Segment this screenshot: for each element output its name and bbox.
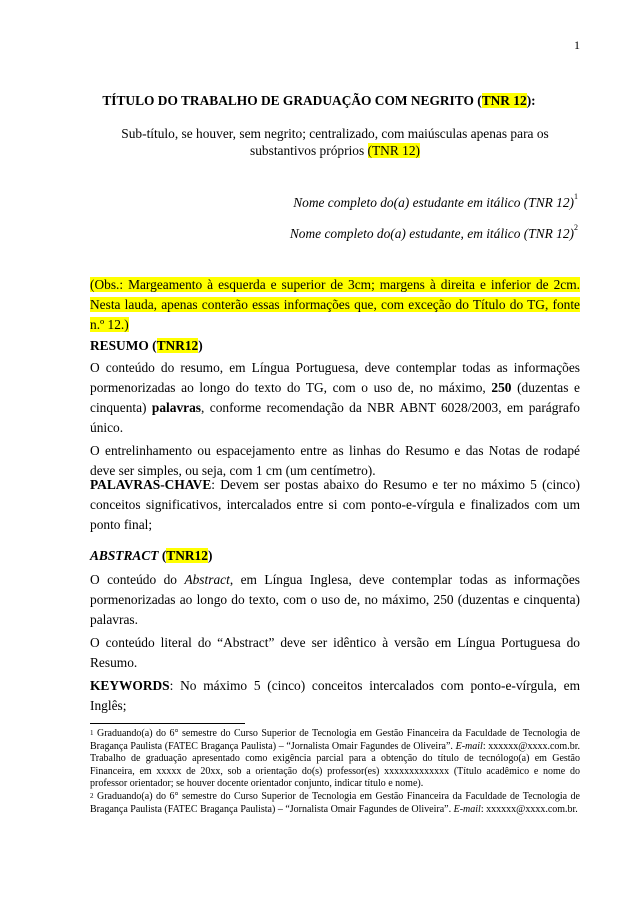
- footnote-1: [90, 728, 580, 791]
- author-1-note: 1: [574, 192, 578, 201]
- resumo-highlight: TNR12: [156, 338, 199, 353]
- abstract-paren-close: ): [207, 548, 213, 563]
- footnote-2-text-2: : xxxxxx@xxxx.com.br.: [480, 803, 578, 815]
- palavras-chave-label: PALAVRAS-CHAVE: [90, 477, 212, 492]
- footnote-1-email-label: E-mail: [455, 740, 483, 752]
- resumo-text-3: , conforme recomendação da NBR ABNT 6028/2003, em parágrafo único.: [90, 400, 580, 435]
- resumo-paren-open: (: [152, 338, 157, 353]
- footnote-2-email-label: E-mail: [453, 803, 481, 815]
- resumo-bold-1: 250: [491, 380, 512, 395]
- subtitle-text: Sub-título, se houver, sem negrito; centralizado, com maiúsculas apenas para os substantivos próprios: [121, 126, 549, 158]
- keywords-paragraph: [90, 676, 580, 716]
- abstract-highlight: TNR12: [166, 548, 208, 563]
- palavras-chave-paragraph: [90, 475, 580, 535]
- author-2: [289, 223, 578, 242]
- subtitle-highlight: (TNR 12): [367, 143, 420, 158]
- resumo-text-1: O conteúdo do resumo, em Língua Portuguesa, deve contemplar todas as informações pormenorizadas ao longo do texto do TG, com o uso de, no máximo,: [90, 360, 580, 395]
- resumo-heading-text: RESUMO: [90, 338, 153, 353]
- resumo-paren-close: ): [198, 338, 203, 353]
- footnote-divider: [90, 723, 245, 724]
- footnote-2-text-1: Graduando(a) do 6° semestre do Curso Superior de Tecnologia em Gestão Financeira da Faculdade de Tecnologia de Bragança Paulista (FATEC Bragança Paulista) – “Jornalista Omair Fagundes de Oliveira”.: [90, 790, 580, 815]
- resumo-bold-2: palavras: [151, 400, 202, 415]
- title-paren-close: ):: [526, 93, 536, 108]
- abstract-heading: [90, 546, 580, 566]
- obs-note: [90, 275, 580, 335]
- author-1: [293, 192, 578, 211]
- literal-paragraph: [90, 633, 580, 673]
- footnote-2: [90, 791, 580, 816]
- footnotes: [90, 728, 580, 816]
- footnote-1-text-2: : xxxxxx@xxxx.com.br. Trabalho de graduação apresentado como exigência parcial para a obtenção do título de tecnólogo(a) em Gestão Financeira, em xxxxx de 20xx, sob a orientação do(s) professor(es) xxxxxxxxxxxxx (Título acadêmico e nome do professor orientador; se houver docente orientador conjunto, indicar título e nome).: [90, 740, 580, 790]
- obs-text: (Obs.: Margeamento à esquerda e superior de 3cm; margens à direita e inferior de 2cm. Nesta lauda, apenas conterão essas informações que, com exceção do Título do TG, fonte n.º 12.): [90, 277, 580, 332]
- spacing-text: O entrelinhamento ou espacejamento entre as linhas do Resumo e das Notas de rodapé deve ser simples, ou seja, com 1 cm (um centímetro).: [90, 443, 580, 478]
- resumo-heading: [90, 336, 580, 356]
- abstract-italic: Abstract: [184, 572, 230, 587]
- abstract-heading-text: ABSTRACT: [90, 548, 159, 563]
- title-text: TÍTULO DO TRABALHO DE GRADUAÇÃO COM NEGRITO: [102, 93, 478, 108]
- keywords-text: : No máximo 5 (cinco) conceitos intercalados com ponto-e-vírgula, em Inglês;: [90, 678, 580, 713]
- literal-text: O conteúdo literal do “Abstract” deve ser idêntico à versão em Língua Portuguesa do Resumo.: [90, 635, 580, 670]
- title-paren-open: (: [477, 93, 482, 108]
- author-1-name: Nome completo do(a) estudante em itálico (TNR 12): [293, 195, 574, 210]
- footnote-1-mark: 1: [90, 729, 94, 737]
- footnote-2-mark: 2: [90, 791, 94, 800]
- footnote-1-text-1: Graduando(a) do 6° semestre do Curso Superior de Tecnologia em Gestão Financeira da Faculdade de Tecnologia de Bragança Paulista (FATEC Bragança Paulista) – “Jornalista Omair Fagundes de Oliveira”.: [90, 728, 580, 752]
- title-highlight: TNR 12: [481, 93, 527, 108]
- resumo-paragraph: [90, 358, 580, 438]
- resumo-text-2: (duzentas e cinquenta): [90, 380, 580, 415]
- palavras-chave-text: : Devem ser postas abaixo do Resumo e ter no máximo 5 (cinco) conceitos significativos, intercalados entre si com ponto-e-vírgula e finalizados com um ponto final;: [90, 477, 580, 532]
- page-title: [0, 93, 638, 109]
- abstract-paren-open: (: [158, 548, 167, 563]
- author-2-name: Nome completo do(a) estudante, em itálico (TNR 12): [289, 226, 574, 241]
- abstract-paragraph: [90, 570, 580, 630]
- author-2-note: 2: [574, 223, 578, 232]
- page-number: 1: [574, 38, 580, 52]
- abstract-text-2: , em Língua Inglesa, deve contemplar todas as informações pormenorizadas ao longo do texto, com o uso de, no máximo, 250 (duzentas e cinquenta) palavras.: [90, 572, 580, 627]
- subtitle: [88, 125, 582, 159]
- keywords-label: KEYWORDS: [90, 678, 170, 693]
- abstract-text-1: O conteúdo do: [90, 572, 185, 587]
